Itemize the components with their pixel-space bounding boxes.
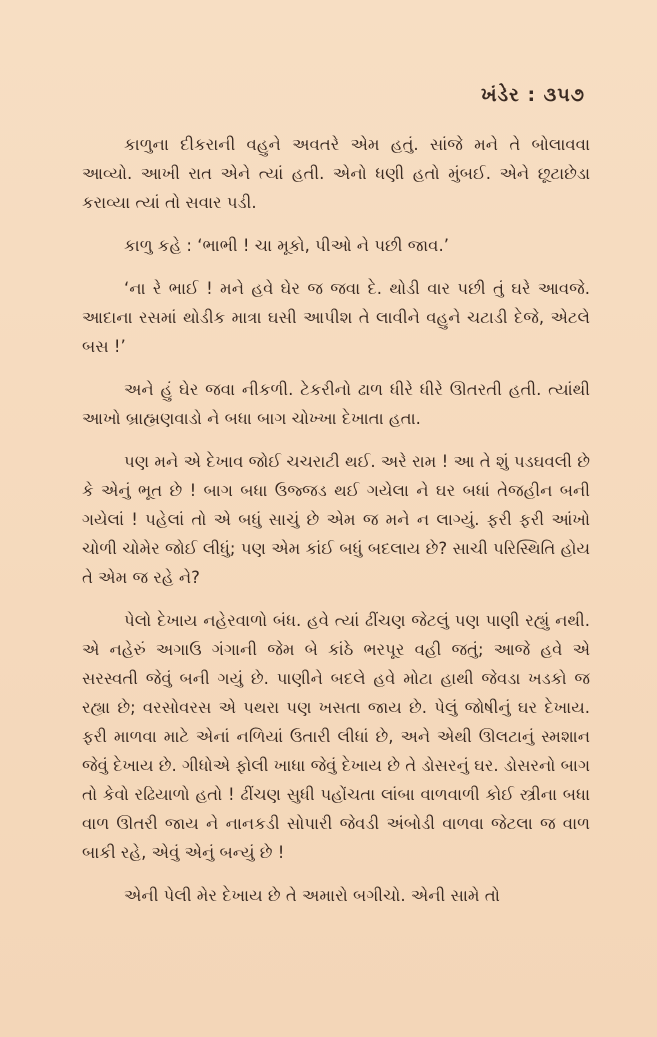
paragraph: કાળુના દીકરાની વહુને અવતરે એમ હતું. સાંજે મને તે બોલાવવા આવ્યો. આખી રાત એને ત્યાં હતી. એનો ધણી હતો મુંબઈ. એને છૂટાછેડા કરાવ્યા ત્યાં તો સવાર પડી. [82, 135, 590, 212]
page-body [82, 130, 590, 924]
paragraph: ‘ના રે ભાઈ ! મને હવે ઘેર જ જવા દે. થોડી વાર પછી તું ઘરે આવજે. આદાના રસમાં થોડીક માત્રા ઘસી આપીશ તે લાવીને વહુને ચટાડી દેજે, એટલે બસ !’ [82, 279, 590, 356]
paragraph: એની પેલી મેર દેખાય છે તે અમારો બગીચો. એની સામે તો [124, 886, 500, 905]
paragraph: પણ મને એ દેખાવ જોઈ ચચરાટી થઈ. અરે રામ ! આ તે શું પડઘવલી છે કે એનું ભૂત છે ! બાગ બધા ઉજ્જડ થઈ ગયેલા ને ઘર બધાં તેજહીન બની ગયેલાં ! પહેલાં તો એ બધું સાચું છે એમ જ મને ન લાગ્યું. ફરી ફરી આંખો ચોળી ચોમેર જોઈ લીધું; પણ એમ કાંઈ બધું બદલાય છે? સાચી પરિસ્થિતિ હોય તે એમ જ રહે ને? [82, 452, 590, 587]
paragraph: અને હું ઘેર જવા નીકળી. ટેકરીનો ઢાળ ધીરે ધીરે ઊતરતી હતી. ત્યાંથી આખો બ્રાહ્મણવાડો ને બધા બાગ ચોખ્ખા દેખાતા હતા. [82, 380, 590, 428]
paragraph: કાળુ કહે : ‘ભાભી ! ચા મૂકો, પીઓ ને પછી જાવ.’ [124, 236, 449, 255]
page-header: ખંડેર : ૩૫૭ [480, 84, 585, 106]
paragraph: પેલો દેખાય નહેરવાળો બંધ. હવે ત્યાં ઢીંચણ જેટલું પણ પાણી રહ્યું નથી. એ નહેરું અગાઉ ગંગાની જેમ બે કાંઠે ભરપૂર વહી જતું; આજે હવે એ સરસ્વતી જેવું બની ગયું છે. પાણીને બદલે હવે મોટા હાથી જેવડા ખડકો જ રહ્યા છે; વરસોવરસ એ પથરા પણ ખસતા જાય છે. પેલું જોષીનું ઘર દેખાય. ફરી માળવા માટે એનાં નળિયાં ઉતારી લીધાં છે, અને એથી ઊલટાનું સ્મશાન જેવું દેખાય છે. ગીધોએ ફોલી ખાધા જેવું દેખાય છે તે ડોસરનું ઘર. ડોસરનો બાગ તો કેવો રઢિયાળો હતો ! ઢીંચણ સુધી પહોંચતા લાંબા વાળવાળી કોઈ સ્ત્રીના બધા વાળ ઊતરી જાય ને નાનકડી સોપારી જેવડી અંબોડી વાળવા જેટલા જ વાળ બાકી રહે, એવું એનું બન્યું છે ! [82, 611, 590, 862]
